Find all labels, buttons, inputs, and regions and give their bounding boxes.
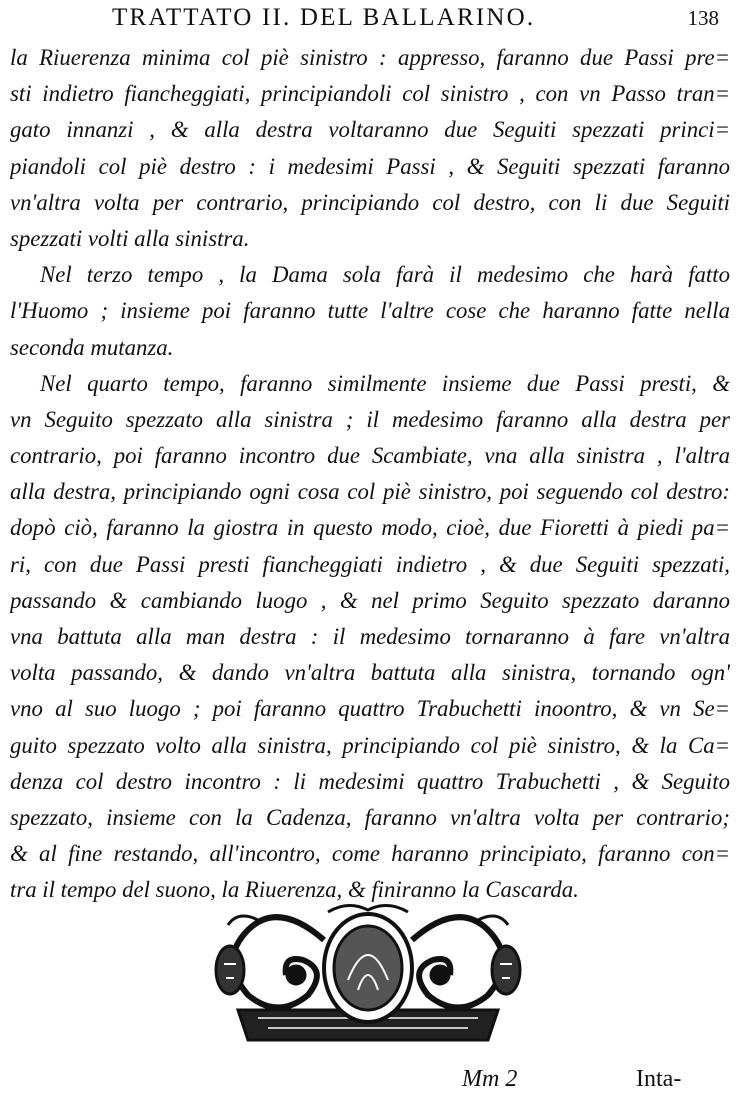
text-line: dopò ciò, faranno la giostra in questo modo, cioè, due Fioretti à piedi pa= xyxy=(10,515,730,541)
text-line: la Riuerenza minima col piè sinistro : appresso, faranno due Passi pre= xyxy=(10,45,730,70)
text-line: piandoli col piè destro : i medesimi Passi , & Seguiti spezzati faranno xyxy=(10,153,730,179)
text-line: gato innanzi , & alla destra voltaranno due Seguiti spezzati princi= xyxy=(10,117,730,143)
paragraph-1 xyxy=(10,40,730,257)
text-line: sti indietro fiancheggiati, principiandoli col sinistro , con vn Passo tran= xyxy=(10,81,730,107)
text-line: vna battuta alla man destra : il medesimo tornaranno à fare vn'altra xyxy=(10,624,730,649)
text-line: spezzati volti alla sinistra. xyxy=(10,225,250,251)
running-title: TRATTATO II. DEL BALLARINO. xyxy=(112,4,536,31)
page-number: 138 xyxy=(687,6,719,30)
text-line: Nel quarto tempo, faranno similmente insieme due Passi presti, & xyxy=(40,370,730,396)
text-line: spezzato, insieme con la Cadenza, faranno vn'altra volta per contrario; xyxy=(10,804,730,830)
ornamental-tailpiece-icon xyxy=(208,900,528,1050)
text-line: vn'altra volta per contrario, principiando col destro, con li due Seguiti xyxy=(10,189,730,215)
paragraph-3 xyxy=(10,366,730,909)
text-line: contrario, poi faranno incontro due Scambiate, vna alla sinistra , l'altra xyxy=(10,443,730,469)
page-header xyxy=(0,4,739,38)
text-line: Nel terzo tempo , la Dama sola farà il medesimo che harà fatto xyxy=(40,262,730,288)
text-line: tra il tempo del suono, la Riuerenza, & finiranno la Cascarda. xyxy=(10,877,579,903)
page-footer xyxy=(0,1066,739,1100)
text-line: alla destra, principiando ogni cosa col piè sinistro, poi seguendo col destro: xyxy=(10,479,730,505)
text-line: denza col destro incontro : li medesimi quattro Trabuchetti , & Seguito xyxy=(10,768,730,794)
text-line: vn Seguito spezzato alla sinistra ; il medesimo faranno alla destra per xyxy=(10,406,730,432)
body-text xyxy=(10,40,730,909)
text-line: ri, con due Passi presti fiancheggiati indietro , & due Seguiti spezzati, xyxy=(10,551,730,577)
paragraph-2 xyxy=(10,257,730,366)
text-line: volta passando, & dando vn'altra battuta alla sinistra, tornando ogn' xyxy=(10,660,730,686)
text-line: l'Huomo ; insieme poi faranno tutte l'altre cose che haranno fatte nella xyxy=(10,298,730,324)
text-line: guito spezzato volto alla sinistra, principiando col piè sinistro, & la Ca= xyxy=(10,732,730,758)
text-line: vno al suo luogo ; poi faranno quattro Trabuchetti inoontro, & vn Se= xyxy=(10,696,730,722)
text-line: seconda mutanza. xyxy=(10,334,174,360)
text-line: & al fine restando, all'incontro, come haranno principiato, faranno con= xyxy=(10,841,730,867)
text-line: passando & cambiando luogo , & nel primo Seguito spezzato daranno xyxy=(10,587,730,613)
signature-mark: Mm 2 xyxy=(462,1066,518,1092)
catchword: Inta- xyxy=(636,1066,682,1092)
